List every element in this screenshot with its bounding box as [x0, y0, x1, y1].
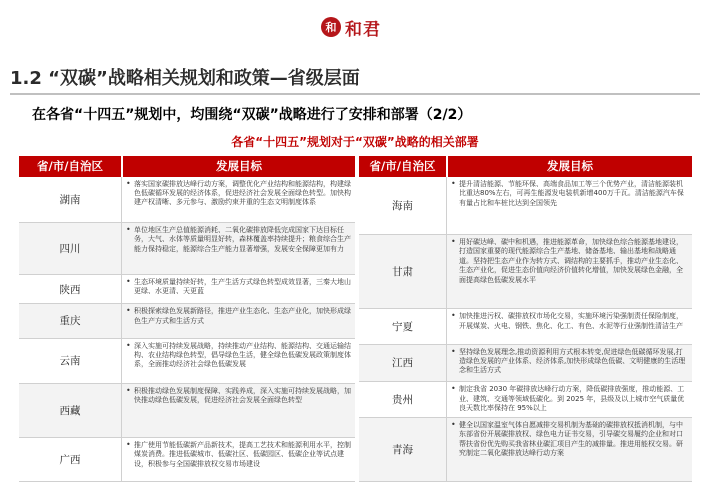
province-cell: 甘肃	[392, 266, 413, 279]
goal-column-header: 发展目标	[446, 156, 692, 177]
province-column-header: 省/市/自治区	[37, 159, 103, 174]
right-table	[359, 156, 692, 482]
table-row	[19, 223, 355, 275]
table-row	[19, 438, 355, 482]
table-title: 各省“十四五”规划对于“双碳”战略的相关部署	[231, 135, 479, 149]
table-row	[19, 339, 355, 384]
province-cell: 青海	[392, 443, 413, 456]
goal-cell: • 健全以国家温室气体自愿减排交易机制为基础的碳排放权抵消机制，与中东部省份开展碳排放权、绿色电力证书交易，引导碳交易履约企业和对口帮扶省份优先购买我省林业碳汇项目产生的减排量。推进用能权交易。研究制定二氧化碳排放达峰行动方案	[446, 418, 692, 481]
province-cell: 重庆	[59, 315, 81, 328]
province-cell: 湖南	[59, 193, 81, 206]
goal-cell: • 坚持绿色发展理念,推动资源利用方式根本转变,促进绿色低碳循环发展,打造绿色发展的产业体系、经济体系,加快形成绿色低碳、文明健康的生活理念和生活方式	[446, 345, 692, 382]
province-cell: 贵州	[392, 394, 413, 406]
province-cell: 陕西	[59, 283, 81, 296]
province-cell: 海南	[392, 199, 413, 212]
goal-column-header: 发展目标	[121, 156, 355, 177]
table-row	[19, 275, 355, 304]
goal-cell: • 提升清洁能源、节能环保、高端食品加工等三个优势产业，清洁能源装机比重达80%左右，可再生能源发电装机新增400万千瓦。清洁能源汽车保有量占比和车桩比达到全国领先	[446, 177, 692, 234]
table-row	[19, 304, 355, 338]
page-title: 1.2 “双碳”战略相关规划和政策—省级层面	[10, 68, 360, 89]
goal-cell: • 落实国家碳排放达峰行动方案，调整优化产业结构和能源结构，构建绿色低碳循环发展的经济体系，促进经济社会发展全面绿色转型。加快构建产权清晰、多元参与、激励约束并重的生态文明制度体系	[121, 177, 355, 222]
table-row	[359, 177, 692, 235]
province-cell: 云南	[59, 355, 81, 368]
goal-cell: • 用好碳达峰、碳中和机遇，推进能源革命，加快绿色综合能源基地建设，打造国家重要的现代能源综合生产基地、储备基地、输出基地和战略通道。坚持把生态产业作为转方式、调结构的主要抓手，推动产业生态化、生态产业化，促进生态价值向经济价值转化增值，加快发展绿色金融，全面提高绿色低碳发展水平	[446, 235, 692, 308]
goal-cell: • 加快推进污权、碳排放权市场化交易，实施环境污染强制责任保险制度，开展煤炭、火电、钢铁、焦化、化工、有色、水泥等行业强制性清洁生产	[446, 309, 692, 344]
table-row	[359, 418, 692, 482]
table-row	[359, 309, 692, 345]
province-column-header: 省/市/自治区	[369, 159, 436, 174]
table-row	[359, 382, 692, 418]
table-row	[19, 177, 355, 223]
province-cell: 广西	[59, 453, 81, 466]
province-cell: 宁夏	[392, 320, 413, 333]
table-row	[19, 384, 355, 438]
page-subtitle: 在各省“十四五”规划中，均围绕“双碳”战略进行了安排和部署（2/2）	[32, 107, 472, 123]
company-logo	[321, 15, 381, 39]
table-row	[359, 345, 692, 383]
title-divider	[10, 93, 700, 95]
left-table-header	[19, 156, 355, 177]
province-cell: 西藏	[59, 404, 81, 417]
left-table	[19, 156, 355, 482]
goal-cell: • 推广使用节能低碳新产品新技术，提高工艺技术和能源利用水平，控制煤炭消费。推进低碳城市、低碳社区、低碳园区、低碳企业等试点建设，积极参与全国碳排放权交易市场建设	[121, 438, 355, 481]
goal-cell: • 生态环境质量持续好转，生产生活方式绿色转型成效显著，三秦大地山更绿、水更清、天更蓝	[121, 275, 355, 303]
logo-name: 和君	[345, 19, 381, 40]
goal-cell: • 积极探索绿色发展新路径，推进产业生态化、生态产业化，加快形成绿色生产方式和生活方式	[121, 304, 355, 337]
logo-seal-icon: 和	[321, 17, 341, 37]
goal-cell: • 积极推动绿色发展制度保障、实践养成，深入实施可持续发展战略，加快推动绿色低碳发展，促进经济社会发展全面绿色转型	[121, 384, 355, 437]
goal-cell: • 制定我省 2030 年碳排放达峰行动方案，降低碳排放强度，推动能源、工业、建筑、交通等领域低碳化。到 2025 年，县级及以上城市空气质量优良天数比率保持在 95%以上	[446, 382, 692, 417]
province-cell: 四川	[59, 242, 81, 255]
goal-cell: • 深入实施可持续发展战略，持续推动产业结构、能源结构、交通运输结构、农业结构绿色转型，倡导绿色生活，健全绿色低碳发展政策制度体系，全面推动经济社会绿色低碳发展	[121, 339, 355, 383]
goal-cell: • 单位地区生产总值能源消耗、二氧化碳排放降低完成国家下达目标任务，大气、水体等质量明显好转，森林覆盖率持续提升；粮食综合生产能力保持稳定，能源综合生产能力显著增强，发展安全保障更加有力	[121, 223, 355, 274]
right-table-header	[359, 156, 692, 177]
table-row	[359, 235, 692, 309]
province-cell: 江西	[392, 357, 413, 370]
